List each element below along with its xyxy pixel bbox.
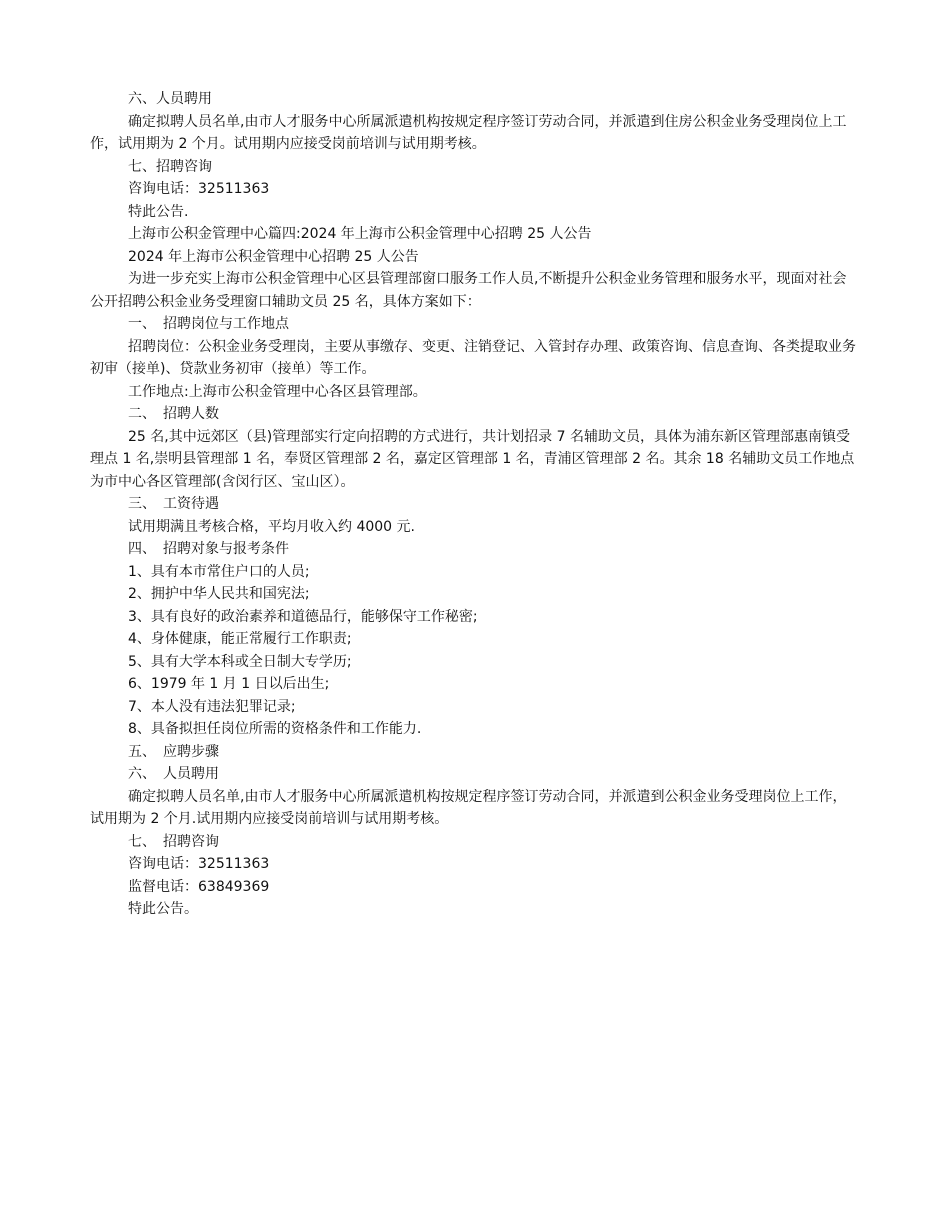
paragraph-intro: 为进一步充实上海市公积金管理中心区县管理部窗口服务工作人员,不断提升公积金业务管理和服务水平，现面对社会公开招聘公积金业务受理窗口辅助文员 25 名，具体方案如下： [90, 271, 847, 310]
section-heading-consultation-2: 七、 招聘咨询 [128, 833, 219, 850]
paragraph-hiring-details: 确定拟聘人员名单,由市人才服务中心所属派遣机构按规定程序签订劳动合同，并派遣到住房公积金业务受理岗位上工作，试用期为 2 个月。试用期内应接受岗前培训与试用期考核。 [90, 113, 847, 152]
consultation-phone-2: 咨询电话：32511363 [128, 856, 270, 872]
paragraph-hiring-details-2: 确定拟聘人员名单,由市人才服务中心所属派遣机构按规定程序签订劳动合同，并派遣到公积金业务受理岗位上工作，试用期为 2 个月.试用期内应接受岗前培训与试用期考核。 [90, 788, 847, 827]
section-heading-requirements: 四、 招聘对象与报考条件 [128, 541, 289, 557]
paragraph-headcount: 25 名,其中远郊区（县)管理部实行定向招聘的方式进行，共计划招录 7 名辅助文员，具体为浦东新区管理部惠南镇受理点 1 名,崇明县管理部 1 名，奉贤区管理部 2 名，嘉定区管理部 1 名，青浦区管理部 2 名。其余 18 名辅助文员工作地点为市中心各区管理部(含闵行区、宝山区）。 [90, 428, 855, 490]
requirement-item: 1、具有本市常住户口的人员; [128, 563, 310, 580]
paragraph-work-location: 工作地点:上海市公积金管理中心各区县管理部。 [128, 383, 427, 400]
article-title-line: 上海市公积金管理中心篇四:2024 年上海市公积金管理中心招聘 25 人公告 [128, 226, 592, 242]
section-heading-headcount: 二、 招聘人数 [128, 406, 219, 422]
paragraph-salary: 试用期满且考核合格，平均月收入约 4000 元. [128, 518, 415, 535]
section-heading-positions: 一、 招聘岗位与工作地点 [128, 316, 289, 332]
paragraph-positions: 招聘岗位：公积金业务受理岗，主要从事缴存、变更、注销登记、入管封存办理、政策咨询、信息查询、各类提取业务初审（接单)、贷款业务初审（接单）等工作。 [90, 338, 856, 377]
document-body [90, 88, 860, 921]
requirement-item: 5、具有大学本科或全日制大专学历; [128, 653, 352, 670]
closing-notice-2: 特此公告。 [128, 901, 198, 917]
section-heading-hiring-2: 六、 人员聘用 [128, 766, 219, 782]
requirement-item: 3、具有良好的政治素养和道德品行，能够保守工作秘密; [128, 608, 478, 625]
closing-notice: 特此公告. [128, 203, 189, 220]
announcement-title: 2024 年上海市公积金管理中心招聘 25 人公告 [128, 248, 419, 265]
consultation-phone: 咨询电话：32511363 [128, 181, 270, 197]
requirement-item: 6、1979 年 1 月 1 日以后出生; [128, 676, 330, 692]
requirement-item: 4、身体健康，能正常履行工作职责; [128, 631, 352, 647]
requirement-item: 8、具备拟担任岗位所需的资格条件和工作能力. [128, 721, 422, 737]
section-heading-salary: 三、 工资待遇 [128, 496, 219, 512]
section-heading-consultation: 七、招聘咨询 [128, 158, 212, 175]
supervision-phone: 监督电话：63849369 [128, 878, 270, 895]
requirement-item: 2、拥护中华人民共和国宪法; [128, 586, 310, 602]
requirement-item: 7、本人没有违法犯罪记录; [128, 698, 296, 715]
section-heading-hiring: 六、人员聘用 [128, 91, 212, 107]
section-heading-application-steps: 五、 应聘步骤 [128, 743, 219, 760]
